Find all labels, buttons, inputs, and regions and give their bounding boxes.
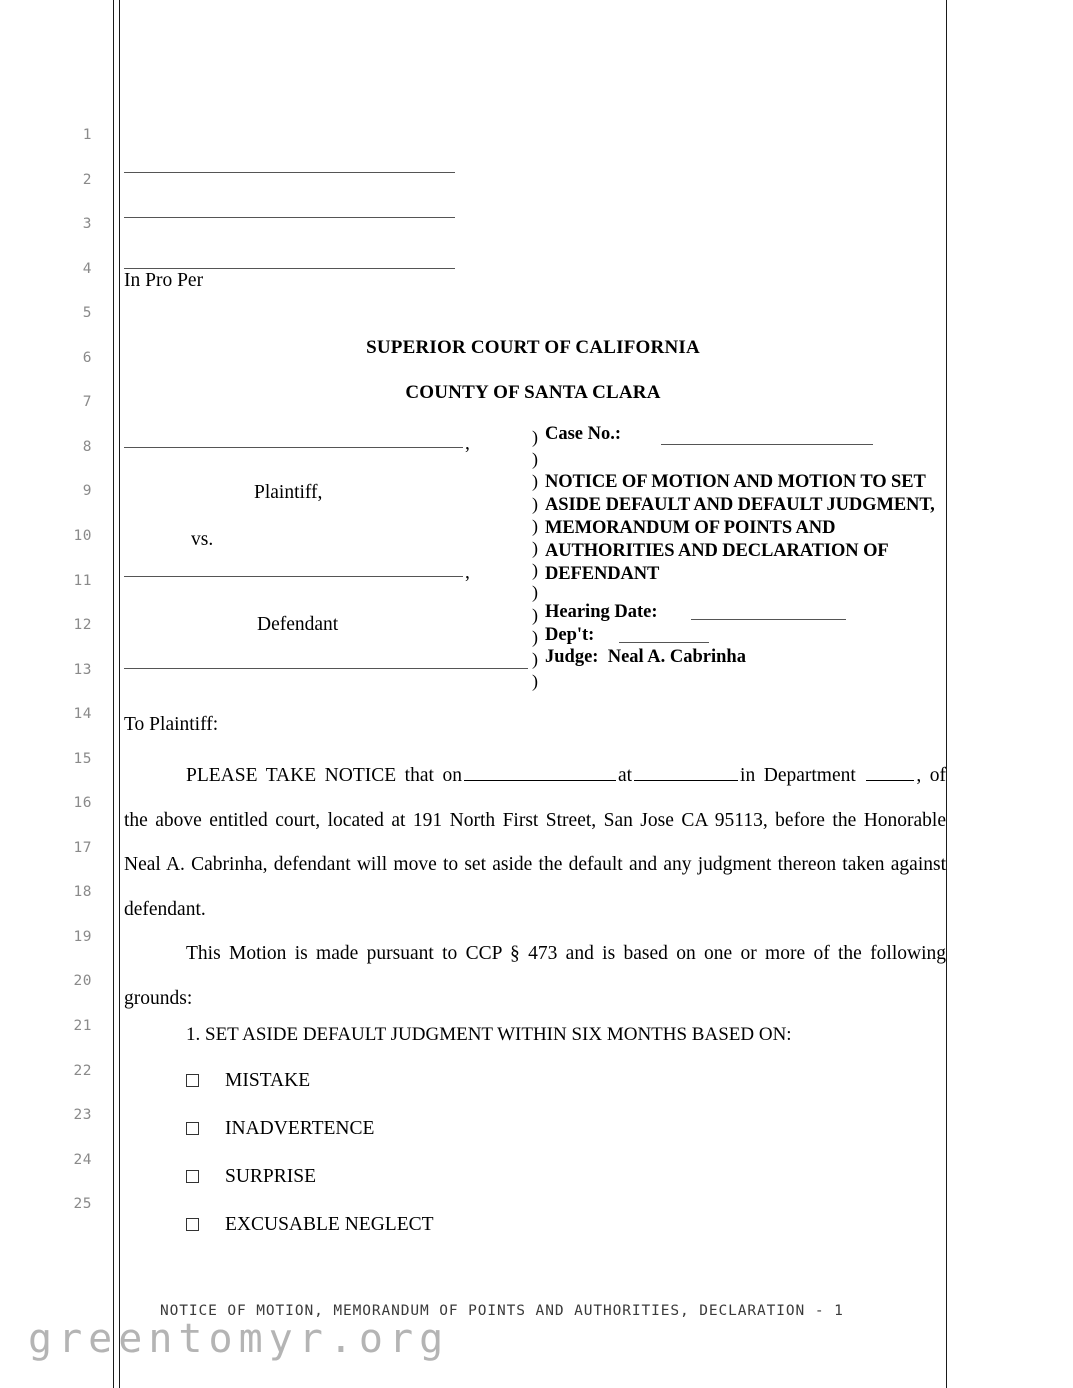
plaintiff-comma: , <box>465 433 470 454</box>
line-number-10: 10 <box>73 527 92 544</box>
department-inline-blank[interactable] <box>866 762 914 781</box>
defendant-name-blank-line[interactable] <box>124 576 463 577</box>
caption-paren: ) <box>532 427 538 447</box>
case-caption <box>124 424 942 692</box>
line-number-6: 6 <box>82 349 92 366</box>
checkbox-mistake[interactable] <box>186 1074 199 1087</box>
ground-1-text: 1. SET ASIDE DEFAULT JUDGMENT WITHIN SIX MONTHS BASED ON: <box>186 1024 792 1045</box>
caption-bottom-rule <box>124 668 528 669</box>
caption-paren: ) <box>532 538 538 559</box>
hearing-date-inline-blank[interactable] <box>464 762 616 781</box>
defendant-comma: , <box>465 562 470 583</box>
case-number-label: Case No.: <box>545 424 622 444</box>
line-number-14: 14 <box>73 706 92 723</box>
caption-paren: ) <box>532 626 538 647</box>
to-plaintiff-salutation: To Plaintiff: <box>124 714 219 735</box>
line-number-25: 25 <box>73 1196 92 1213</box>
notice-segment-1: PLEASE TAKE NOTICE that on <box>186 765 462 786</box>
caption-paren: ) <box>532 515 538 536</box>
checkbox-label-surprise: SURPRISE <box>225 1166 317 1187</box>
caption-paren: ) <box>532 493 538 514</box>
case-number-blank-line[interactable] <box>661 444 873 445</box>
judge-name: Neal A. Cabrinha <box>607 647 746 668</box>
caption-paren: ) <box>532 604 538 625</box>
line-number-18: 18 <box>73 884 92 901</box>
case-number-row <box>545 424 945 450</box>
department-blank-line[interactable] <box>619 642 709 643</box>
checkbox-row-mistake[interactable] <box>186 1070 310 1092</box>
right-margin-rule <box>946 0 947 1388</box>
line-number-3: 3 <box>82 216 92 233</box>
line-number-16: 16 <box>73 795 92 812</box>
judge-row <box>545 646 965 669</box>
line-number-13: 13 <box>73 661 92 678</box>
line-number-20: 20 <box>73 973 92 990</box>
line-number-19: 19 <box>73 928 92 945</box>
attorney-phone-blank-line[interactable] <box>124 268 455 269</box>
line-number-11: 11 <box>73 572 92 589</box>
notice-segment-4: , of the above entitled court, located at 191 North First Street, San Jose CA 95113, before the Honorable Neal A. Cabrinha, defendant will move to set aside the default and any judgment thereon taken against defendant. <box>124 765 947 920</box>
line-number-15: 15 <box>73 750 92 767</box>
motion-basis-text: This Motion is made pursuant to CCP § 473 and is based on one or more of the following grounds: <box>124 943 946 1009</box>
caption-title-column <box>545 424 945 668</box>
line-number-22: 22 <box>73 1062 92 1079</box>
defendant-label: Defendant <box>257 614 339 635</box>
checkbox-label-mistake: MISTAKE <box>225 1070 311 1091</box>
checkbox-surprise[interactable] <box>186 1170 199 1183</box>
notice-segment-2: at <box>617 765 633 786</box>
hearing-info-block <box>545 601 965 669</box>
caption-paren: ) <box>532 449 538 470</box>
line-number-9: 9 <box>82 483 92 500</box>
judge-label: Judge: <box>545 647 599 668</box>
line-number-2: 2 <box>82 171 92 188</box>
checkbox-label-inadvertence: INADVERTENCE <box>225 1118 375 1139</box>
court-heading: SUPERIOR COURT OF CALIFORNIA <box>366 337 700 358</box>
caption-paren: ) <box>532 471 538 492</box>
caption-parties-column <box>124 424 529 674</box>
ground-1-heading <box>124 1024 942 1046</box>
checkbox-row-inadvertence[interactable] <box>186 1118 374 1140</box>
line-number-5: 5 <box>82 305 92 322</box>
line-number-4: 4 <box>82 260 92 277</box>
page-footer: NOTICE OF MOTION, MEMORANDUM OF POINTS AND AUTHORITIES, DECLARATION - 1 <box>160 1303 844 1319</box>
notice-segment-3: in Department <box>740 765 856 786</box>
site-watermark: greentomyr.org <box>28 1316 450 1362</box>
left-inner-rule <box>119 0 120 1388</box>
checkbox-excusable-neglect[interactable] <box>186 1218 199 1231</box>
department-row <box>545 624 965 647</box>
motion-basis-paragraph <box>124 932 946 1021</box>
caption-paren: ) <box>532 671 538 692</box>
line-number-8: 8 <box>82 438 92 455</box>
attorney-name-blank-line[interactable] <box>124 172 455 173</box>
document-title: NOTICE OF MOTION AND MOTION TO SET ASIDE DEFAULT AND DEFAULT JUDGMENT, MEMORANDUM OF POINTS AND AUTHORITIES AND DECLARATION OF DEFENDANT <box>545 472 935 584</box>
line-number-12: 12 <box>73 617 92 634</box>
plaintiff-label: Plaintiff, <box>254 482 323 503</box>
hearing-date-blank-line[interactable] <box>691 619 846 620</box>
line-number-24: 24 <box>73 1151 92 1168</box>
line-number-gutter <box>0 0 104 1388</box>
caption-paren: ) <box>532 649 538 670</box>
notice-paragraph <box>124 754 946 932</box>
checkbox-inadvertence[interactable] <box>186 1122 199 1135</box>
hearing-time-inline-blank[interactable] <box>634 762 738 781</box>
attorney-address-blank-line[interactable] <box>124 217 455 218</box>
caption-paren: ) <box>532 582 538 603</box>
hearing-date-label: Hearing Date: <box>545 602 658 622</box>
versus-label: vs. <box>191 529 214 550</box>
hearing-date-row <box>545 601 965 624</box>
department-label: Dep't: <box>545 624 595 645</box>
line-number-7: 7 <box>82 394 92 411</box>
plaintiff-name-blank-line[interactable] <box>124 447 463 448</box>
line-number-21: 21 <box>73 1018 92 1034</box>
line-number-23: 23 <box>73 1107 92 1124</box>
in-pro-per-label: In Pro Per <box>124 270 204 291</box>
checkbox-row-excusable-neglect[interactable] <box>186 1214 434 1236</box>
county-heading: COUNTY OF SANTA CLARA <box>405 382 661 403</box>
line-number-1: 1 <box>82 127 92 143</box>
caption-paren: ) <box>532 560 538 581</box>
document-content <box>124 0 947 1388</box>
line-number-17: 17 <box>73 839 92 856</box>
left-outer-rule <box>113 0 114 1388</box>
checkbox-label-excusable-neglect: EXCUSABLE NEGLECT <box>225 1214 434 1235</box>
checkbox-row-surprise[interactable] <box>186 1166 316 1188</box>
